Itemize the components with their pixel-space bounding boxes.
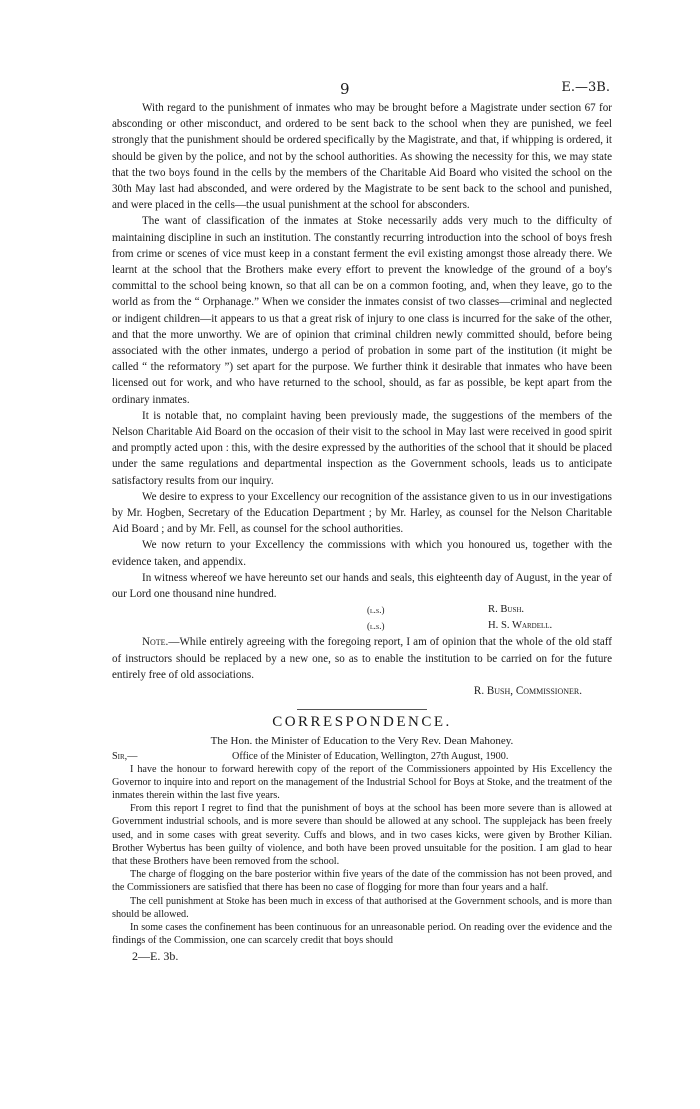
report-paragraph: With regard to the punishment of inmates who may be brought before a Magistrate under section 67 for absconding or other misconduct, and ordered to be sent back to the school when they are punished, we feel strongly that the punishment should be ordered specifically by the Magistrate, and that, if whipping is ordered, it should be given by the police, and not by the school authorities. As showing the necessity for this, we may state that the two boys found in the cells by the members of the Charitable Aid Board who visited the school on the 30th May last had absconded, and were ordered by the Magistrate to be sent back to the school and punished, and were placed in the cells—the usual punishment at the school for absconders.: [112, 102, 612, 212]
report-paragraph: We desire to express to your Excellency our recognition of the assistance given to us in our investigations by Mr. Hogben, Secretary of the Education Department ; by Mr. Harley, as counsel for the Nelson Charitable Aid Board ; and by Mr. Fell, as counsel for the school authorities.: [112, 490, 612, 536]
salutation: Sir,—: [112, 750, 138, 762]
correspondence-title: CORRESPONDENCE.: [272, 714, 452, 731]
salutation-row: [112, 750, 612, 763]
page-header: [110, 80, 610, 100]
report-body: [112, 100, 612, 965]
document-reference: E.—3B.: [561, 80, 610, 95]
note-text: —While entirely agreeing with the foregoing report, I am of opinion that the whole of the old staff of instructors should be replaced by a new one, so as to enable the institution to be carried on for the future entirely free of old associations.: [112, 636, 612, 681]
note-paragraph: [112, 634, 612, 683]
signature-row: [112, 602, 612, 618]
signatory-name: H. S. Wardell.: [488, 620, 553, 632]
letter-paragraph: In some cases the confinement has been continuous for an unreasonable period. On reading over the evidence and the findings of the Commission, one can scarcely credit that boys should: [112, 921, 612, 947]
note-label: Note.: [142, 636, 169, 649]
report-paragraph: In witness whereof we have hereunto set our hands and seals, this eighteenth day of August, in the year of our Lord one thousand nine hundred.: [112, 571, 612, 601]
report-paragraph: We now return to your Excellency the commissions with which you honoured us, together with the evidence taken, and appendix.: [112, 539, 612, 568]
letter-body: [112, 750, 612, 948]
letter-paragraph: The charge of flogging on the bare posterior within five years of the date of the commission has not been proved, and the Commissioners are satisfied that there has been no case of flogging for more than four years and a half.: [112, 869, 612, 894]
note-signature: R. Bush, Commissioner.: [473, 684, 582, 697]
signature-row: [112, 618, 612, 634]
seal-mark: (l.s.): [367, 621, 385, 632]
signature-reference: 2—E. 3b.: [132, 949, 179, 964]
report-paragraph: It is notable that, no complaint having been previously made, the suggestions of the members of the Nelson Charitable Aid Board on the occasion of their visit to the school in May last were received in good spirit and promptly acted upon : this, with the desire expressed by the authorities of the school that it should be placed under the same regulations and departmental inspection as the Government schools, leads us to anticipate satisfactory results from our inquiry.: [112, 409, 612, 487]
letter-paragraph: I have the honour to forward herewith copy of the report of the Commissioners appointed by His Excellency the Governor to inquire into and report on the management of the Industrial School for Boys at Stoke, and the treatment of the inmates therein within the last five years.: [112, 763, 612, 801]
report-paragraph: The want of classification of the inmates at Stoke necessarily adds very much to the difficulty of maintaining discipline in such an institution. The constantly recurring introduction into the school of boys fresh from crime or scenes of vice must keep in a constant ferment the evil existing amongst those already there. We learnt at the school that the Brothers make every effort to prevent the knowledge of the ground of a boy's committal to the school being known, so that all can be on a common footing, and, when they leave, go to the world as from the “ Orphanage.” When we consider the inmates consist of two classes—criminal and neglected or indigent children—it appears to us that a great risk of injury to one class is incurred for the sake of the other, and that the more unworthy. We are of opinion that criminal children newly committed should, before being associated with the other inmates, undergo a period of probation in some part of the institution (it might be called “ the reformatory ”) set apart for the purpose. We further think it desirable that inmates who have been licensed out for work, and who have returned to the school, should, as far as possible, be kept apart from the ordinary inmates.: [112, 215, 612, 406]
page-number: 9: [340, 80, 350, 98]
letter-paragraph: The cell punishment at Stoke has been much in excess of that authorised at the Government schools, and is more than should be allowed.: [112, 895, 612, 920]
correspondence-address: The Hon. the Minister of Education to the Very Rev. Dean Mahoney.: [210, 735, 514, 748]
letter-paragraph: From this report I regret to find that the punishment of boys at the school has been more severe than is allowed at Government industrial schools, and is more severe than should be allowed at any school. The supplejack has been freely used, and in some cases with great severity. Cuffs and blows, and in two cases kicks, were given by Brother Kilian. Brother Wybertus has been guilty of violence, and both have been proved unsuitable for the position. I am glad to hear that these Brothers have been removed from the school.: [112, 803, 612, 867]
office-dateline: Office of the Minister of Education, Wellington, 27th August, 1900.: [232, 750, 509, 762]
section-divider: [297, 709, 427, 710]
signatory-name: R. Bush.: [488, 604, 525, 616]
seal-mark: (l.s.): [367, 605, 385, 616]
